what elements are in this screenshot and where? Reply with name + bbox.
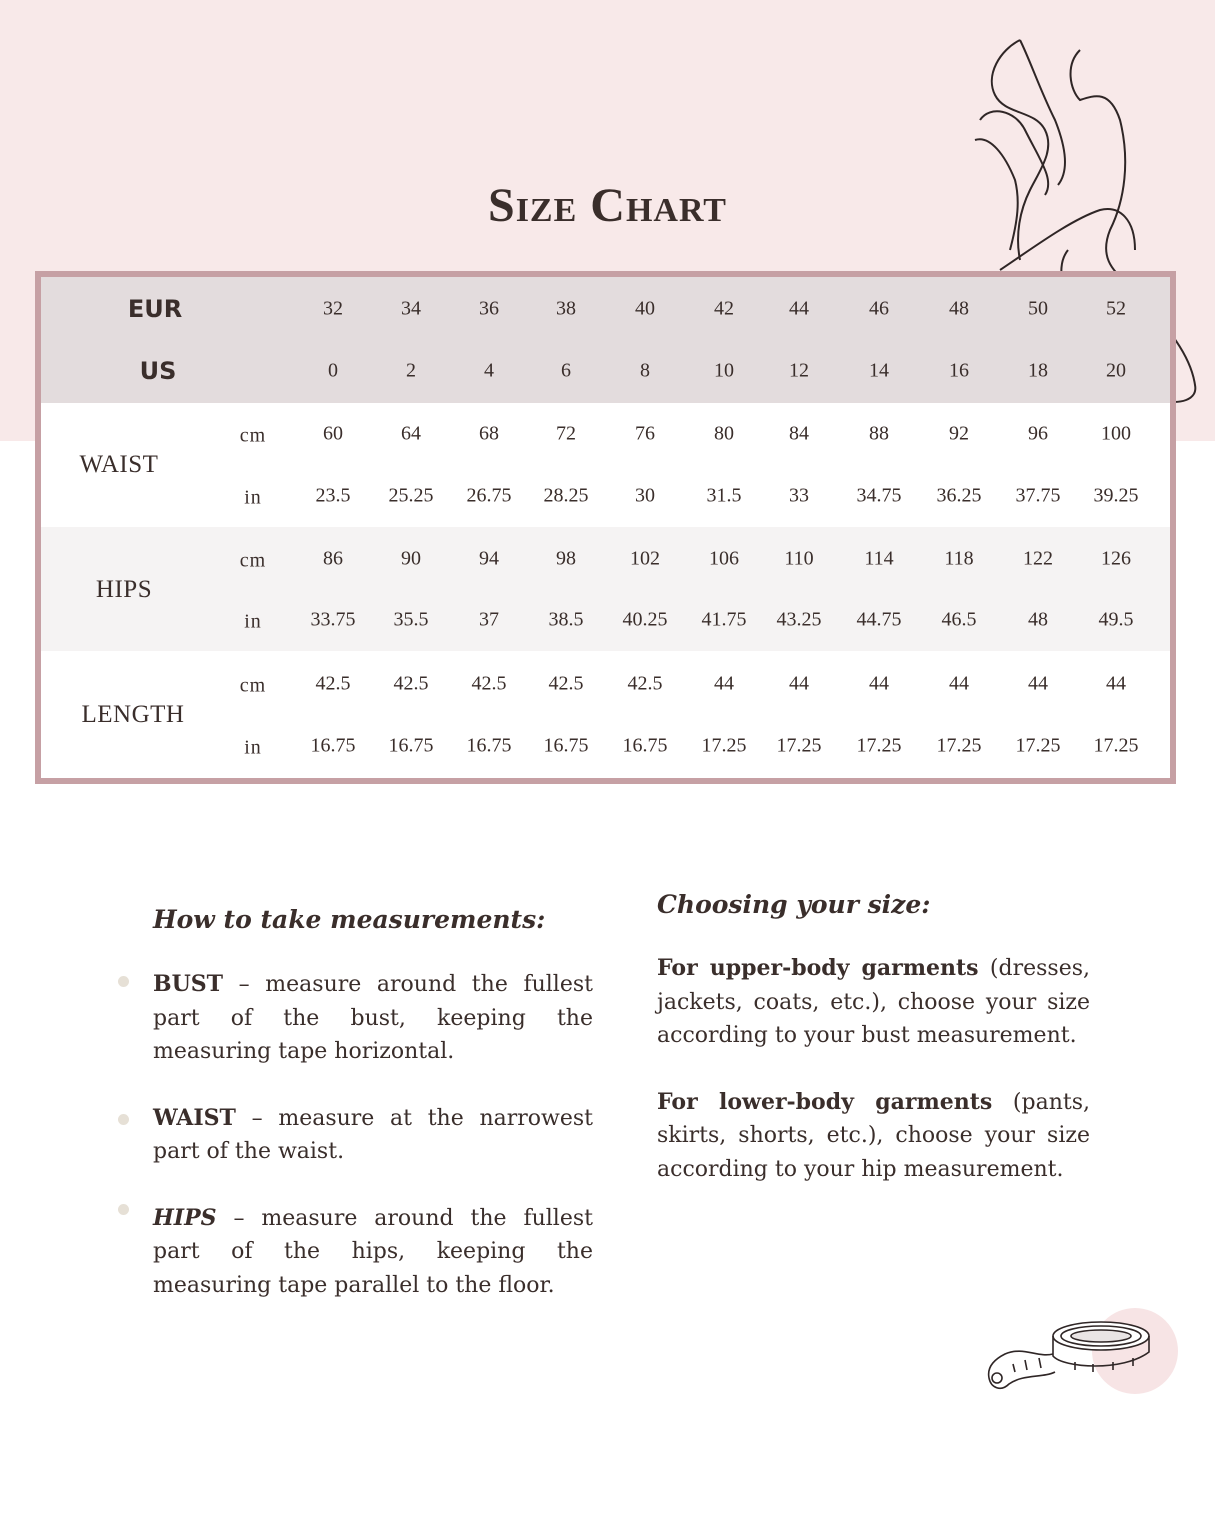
list-item-waist [153, 1102, 593, 1169]
table-cell: 64 [401, 422, 421, 445]
header-cell: 42 [714, 297, 734, 320]
header-cell: 52 [1106, 297, 1126, 320]
table-cell: 84 [789, 422, 809, 445]
upper-body-text: (dresses, jackets, coats, etc.), choose your size according to your bust measurement. [657, 956, 1090, 1048]
table-cell: 16.75 [543, 734, 589, 757]
lower-body-paragraph [657, 1086, 1090, 1187]
table-cell: 17.25 [701, 734, 747, 757]
table-cell: 44.75 [856, 608, 902, 631]
list-item-bust [153, 968, 593, 1069]
unit-label: in [244, 610, 262, 633]
header-cell: 10 [714, 359, 734, 382]
table-cell: 44 [949, 672, 969, 695]
lower-body-term: For lower-body garments [657, 1088, 993, 1115]
table-cell: 26.75 [466, 484, 512, 507]
table-cell: 25.25 [388, 484, 434, 507]
table-cell: 68 [479, 422, 499, 445]
term-hips: HIPS [153, 1204, 217, 1231]
table-cell: 42.5 [471, 672, 507, 695]
table-cell: 40.25 [622, 608, 668, 631]
table-cell: 49.5 [1098, 608, 1134, 631]
table-cell: 42.5 [548, 672, 584, 695]
waist-rows-band [41, 403, 1170, 527]
header-cell: 20 [1106, 359, 1126, 382]
table-cell: 44 [1106, 672, 1126, 695]
desc-hips: – measure around the fullest part of the hips, keeping the measuring tape parallel to the floor. [153, 1205, 593, 1298]
table-cell: 44 [1028, 672, 1048, 695]
upper-body-paragraph [657, 952, 1090, 1053]
bullet-icon [118, 976, 129, 987]
table-cell: 90 [401, 547, 421, 570]
desc-waist: – measure at the narrowest part of the waist. [153, 1105, 593, 1164]
header-label-eur: EUR [127, 295, 183, 323]
table-cell: 44 [789, 672, 809, 695]
table-cell: 102 [630, 547, 660, 570]
desc-bust: – measure around the fullest part of the bust, keeping the measuring tape horizontal. [153, 972, 593, 1064]
table-cell: 110 [784, 547, 814, 570]
measurements-section [153, 905, 593, 1302]
table-cell: 126 [1101, 547, 1131, 570]
header-cell: 2 [406, 359, 416, 382]
row-label-waist: WAIST [79, 451, 159, 478]
table-cell: 17.25 [936, 734, 982, 757]
table-cell: 88 [869, 422, 889, 445]
list-item-hips [153, 1202, 593, 1303]
table-cell: 17.25 [856, 734, 902, 757]
table-cell: 42.5 [315, 672, 351, 695]
table-cell: 42.5 [627, 672, 663, 695]
table-cell: 100 [1101, 422, 1131, 445]
header-cell: 16 [949, 359, 969, 382]
header-cell: 46 [869, 297, 889, 320]
lower-body-text: (pants, skirts, shorts, etc.), choose your size according to your hip measurement. [657, 1089, 1090, 1182]
unit-label: cm [239, 549, 267, 572]
header-cell: 34 [401, 297, 421, 320]
table-cell: 72 [556, 422, 576, 445]
size-chart-table [35, 271, 1176, 784]
table-cell: 76 [635, 422, 655, 445]
choosing-heading: Choosing your size: [657, 890, 931, 919]
term-bust: BUST [153, 971, 224, 997]
header-label-us: US [139, 357, 177, 385]
table-cell: 39.25 [1093, 484, 1139, 507]
unit-label: in [244, 486, 262, 509]
upper-body-term: For upper-body garments [657, 955, 979, 981]
table-cell: 16.75 [622, 734, 668, 757]
table-cell: 38.5 [548, 608, 584, 631]
row-label-length: LENGTH [81, 701, 185, 728]
choosing-section [657, 890, 1090, 1186]
header-cell: 32 [323, 297, 343, 320]
header-cell: 38 [556, 297, 576, 320]
table-cell: 60 [323, 422, 343, 445]
table-cell: 94 [479, 547, 499, 570]
table-cell: 48 [1028, 608, 1048, 631]
header-cell: 8 [640, 359, 650, 382]
table-cell: 16.75 [310, 734, 356, 757]
header-cell: 44 [789, 297, 809, 320]
header-rows-band [41, 277, 1170, 403]
unit-label: in [244, 736, 262, 759]
table-cell: 16.75 [388, 734, 434, 757]
header-cell: 0 [328, 359, 338, 382]
table-cell: 35.5 [393, 608, 429, 631]
table-cell: 33.75 [310, 608, 356, 631]
table-cell: 44 [869, 672, 889, 695]
measurements-heading: How to take measurements: [153, 905, 546, 934]
measuring-tape-icon [983, 1306, 1179, 1400]
table-cell: 31.5 [706, 484, 742, 507]
table-cell: 80 [714, 422, 734, 445]
unit-label: cm [239, 674, 267, 697]
table-cell: 44 [714, 672, 734, 695]
header-cell: 48 [949, 297, 969, 320]
page-title: Size Chart [488, 179, 727, 232]
table-cell: 43.25 [776, 608, 822, 631]
hips-rows-band [41, 527, 1170, 651]
table-cell: 41.75 [701, 608, 747, 631]
table-cell: 96 [1028, 422, 1048, 445]
table-cell: 28.25 [543, 484, 589, 507]
bullet-icon [118, 1114, 129, 1125]
table-cell: 23.5 [315, 484, 351, 507]
header-cell: 50 [1028, 297, 1048, 320]
table-cell: 17.25 [776, 734, 822, 757]
header-cell: 40 [635, 297, 655, 320]
table-cell: 114 [864, 547, 894, 570]
table-cell: 34.75 [856, 484, 902, 507]
header-cell: 6 [561, 359, 571, 382]
table-cell: 118 [944, 547, 974, 570]
table-cell: 30 [635, 484, 655, 507]
table-cell: 122 [1023, 547, 1053, 570]
unit-label: cm [239, 424, 267, 447]
table-cell: 46.5 [941, 608, 977, 631]
header-cell: 36 [479, 297, 499, 320]
table-cell: 33 [789, 484, 809, 507]
table-cell: 98 [556, 547, 576, 570]
length-rows-band [41, 651, 1170, 778]
table-cell: 92 [949, 422, 969, 445]
bullet-icon [118, 1204, 129, 1215]
header-cell: 18 [1028, 359, 1048, 382]
header-cell: 4 [484, 359, 494, 382]
table-cell: 42.5 [393, 672, 429, 695]
table-cell: 17.25 [1015, 734, 1061, 757]
term-waist: WAIST [153, 1104, 236, 1131]
table-cell: 17.25 [1093, 734, 1139, 757]
table-cell: 36.25 [936, 484, 982, 507]
row-label-hips: HIPS [95, 575, 153, 603]
header-cell: 12 [789, 359, 809, 382]
table-cell: 37 [479, 608, 499, 631]
table-cell: 16.75 [466, 734, 512, 757]
table-cell: 106 [709, 547, 739, 570]
table-cell: 37.75 [1015, 484, 1061, 507]
header-cell: 14 [869, 359, 889, 382]
table-cell: 86 [323, 547, 343, 570]
